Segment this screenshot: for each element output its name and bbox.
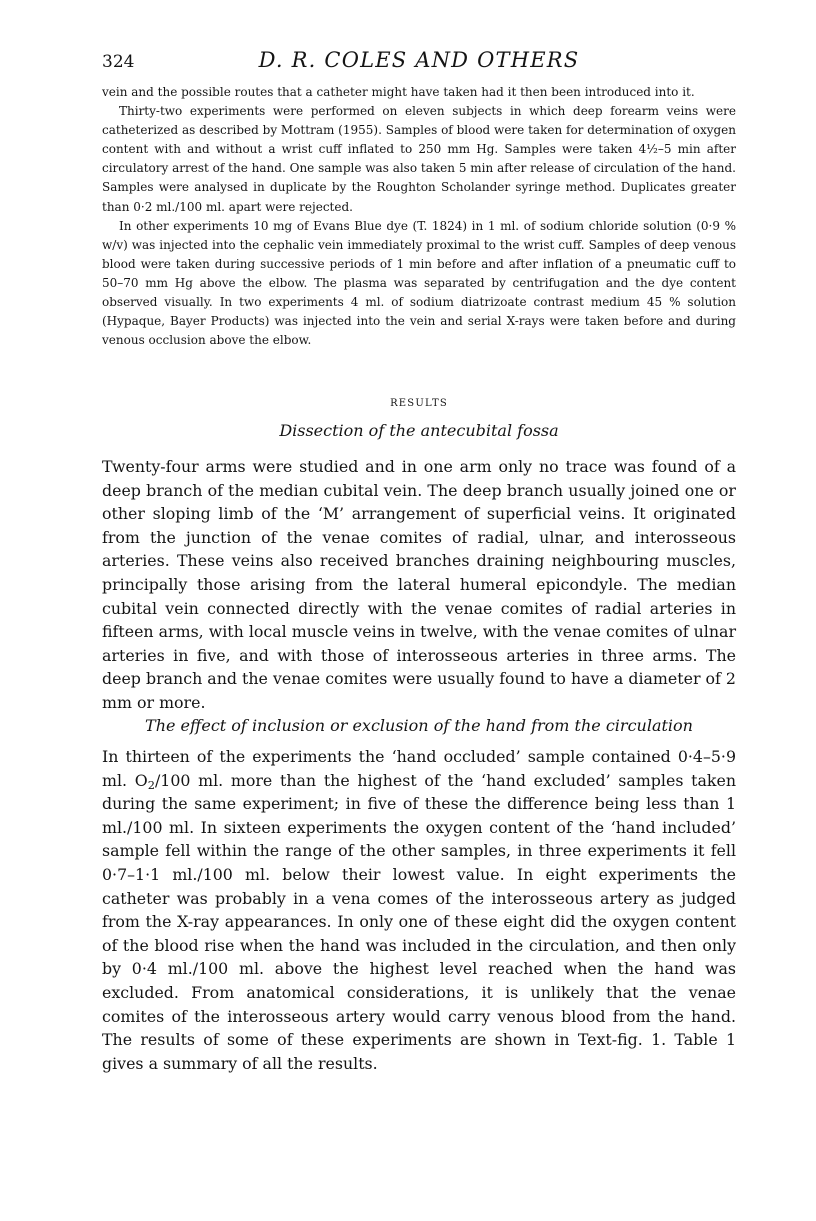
dissection-subheading: Dissection of the antecubital fossa	[279, 421, 559, 440]
effect-text-part-1: In thirteen of the experiments the ‘hand occluded’ sample contained 0·4–5·9 ml. O	[102, 747, 736, 790]
effect-text-part-2: /100 ml. more than the highest of the ‘hand excluded’ samples taken during the same experiment; in five of these the difference being less than 1 ml./100 ml. In sixteen experiments the oxygen content of the ‘hand included’ sample fell within the range of the other samples, in three experiments it fell 0·7–1·1 ml./100 ml. below their lowest value. In eight experiments the catheter was probably in a vena comes of the interosseous artery as judged from the X-ray appearances. In only one of these eight did the oxygen content of the blood rise when the hand was included in the circulation, and then only by 0·4 ml./100 ml. above the highest level reached when the hand was excluded. From anatomical considerations, it is unlikely that the venae comites of the interosseous artery would carry venous blood from the hand. The results of some of these experiments are shown in Text-fig. 1. Table 1 gives a summary of all the results.	[102, 770, 736, 1073]
dissection-section	[102, 455, 736, 715]
effect-section	[102, 745, 736, 1075]
page-number: 324	[102, 52, 135, 72]
methods-catheter-paragraph: Thirty-two experiments were performed on eleven subjects in which deep forearm veins were catheterized as described by Mottram (1955). Samples of blood were taken for determination of oxygen content with and without a wrist cuff inflated to 250 mm Hg. Samples were taken 4½–5 min after circulatory arrest of the hand. One sample was also taken 5 min after release of circulation of the hand. Samples were analysed in duplicate by the Roughton Scholander syringe method. Duplicates greater than 0·2 ml./100 ml. apart were rejected.	[102, 104, 736, 214]
dissection-paragraph: Twenty-four arms were studied and in one arm only no trace was found of a deep branch of the median cubital vein. The deep branch usually joined one or other sloping limb of the ‘M’ arrangement of superficial veins. It originated from the junction of the venae comites of radial, ulnar, and interosseous arteries. These veins also received branches draining neighbouring muscles, principally those arising from the lateral humeral epicondyle. The median cubital vein connected directly with the venae comites of radial arteries in fifteen arms, with local muscle veins in twelve, with the venae comites of ulnar arteries in five, and with those of interosseous arteries in three arms. The deep branch and the venae comites were usually found to have a diameter of 2 mm or more.	[102, 457, 736, 712]
effect-paragraph	[102, 745, 736, 1075]
methods-continuation-paragraph: vein and the possible routes that a catheter might have taken had it then been introduced into it.	[102, 85, 695, 99]
methods-dye-paragraph: In other experiments 10 mg of Evans Blue dye (T. 1824) in 1 ml. of sodium chloride solution (0·9 % w/v) was injected into the cephalic vein immediately proximal to the wrist cuff. Samples of deep venous blood were taken during successive periods of 1 min before and after inflation of a pneumatic cuff to 50–70 mm Hg above the elbow. The plasma was separated by centrifugation and the dye content observed visually. In two experiments 4 ml. of sodium diatrizoate contrast medium 45 % solution (Hypaque, Bayer Products) was injected into the vein and serial X-rays were taken before and during venous occlusion above the elbow.	[102, 218, 736, 348]
methods-section	[102, 83, 736, 350]
effect-subheading: The effect of inclusion or exclusion of the hand from the circulation	[145, 716, 693, 735]
results-heading: RESULTS	[390, 398, 448, 409]
page-header	[102, 48, 736, 78]
running-head: D. R. COLES AND OTHERS	[258, 48, 580, 72]
oxygen-subscript: 2	[147, 777, 155, 792]
